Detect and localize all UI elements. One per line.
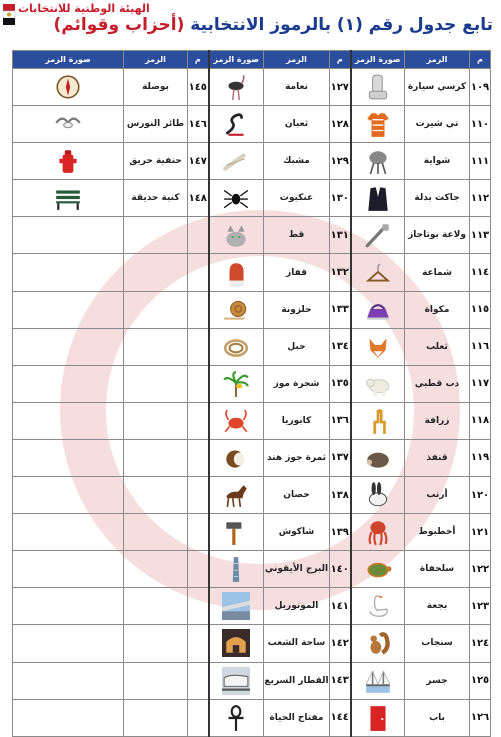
title-main: تابع جدول رقم (١) بالرموز الانتخابية (190, 15, 493, 35)
symbol-image (13, 69, 124, 106)
entry-number: ١٤٦ (188, 106, 209, 143)
table-header-row (13, 51, 491, 69)
empty-cell (188, 254, 209, 291)
empty-cell (13, 551, 124, 588)
entry-number: ١٣١ (330, 217, 351, 254)
rope-icon (214, 333, 258, 361)
symbol-image (351, 365, 405, 402)
squirrel-icon (356, 629, 400, 657)
ankh-icon (214, 704, 258, 732)
empty-cell (188, 365, 209, 402)
empty-cell (13, 217, 124, 254)
rabbit-icon (356, 481, 400, 509)
symbol-name: البرج الأيقوني (264, 551, 330, 588)
empty-cell (188, 662, 209, 699)
empty-cell (13, 402, 124, 439)
empty-cell (124, 254, 188, 291)
entry-number: ١١١ (470, 143, 491, 180)
ostrich-icon (214, 73, 258, 101)
symbol-name: مفتاح الحياة (264, 699, 330, 736)
symbol-image (209, 328, 264, 365)
symbol-name: بجعة (405, 588, 470, 625)
empty-cell (13, 254, 124, 291)
coconut-icon (214, 444, 258, 472)
empty-cell (13, 328, 124, 365)
empty-cell (124, 328, 188, 365)
symbol-name: ثعبان (264, 106, 330, 143)
symbol-name: ثمرة جوز هند (264, 439, 330, 476)
symbol-name: سلحفاة (405, 551, 470, 588)
garden-bench-icon (53, 184, 83, 212)
symbol-image (209, 514, 264, 551)
page-title (0, 15, 493, 35)
symbol-name: بوصلة (124, 69, 188, 106)
glove-icon (214, 259, 258, 287)
empty-cell (13, 439, 124, 476)
entry-number: ١٤٣ (330, 662, 351, 699)
spider-icon (214, 184, 258, 212)
polar-bear-icon (356, 370, 400, 398)
snail-icon (214, 296, 258, 324)
symbol-image (209, 291, 264, 328)
monorail-icon (214, 592, 258, 620)
suit-jacket-icon (356, 184, 400, 212)
commission-name: الهيئة الوطنية للانتخابات (18, 2, 150, 15)
symbol-name: طائر النورس (124, 106, 188, 143)
entry-number: ١٣٩ (330, 514, 351, 551)
entry-number: ١٢٨ (330, 106, 351, 143)
header-num: م (470, 51, 491, 69)
empty-cell (13, 477, 124, 514)
symbol-name: ولاعة بوتاجاز (405, 217, 470, 254)
symbol-image (351, 328, 405, 365)
header-num: م (330, 51, 351, 69)
entry-number: ١١٤ (470, 254, 491, 291)
symbol-name: باب (405, 699, 470, 736)
symbol-name: سنجاب (405, 625, 470, 662)
symbol-name: قنفذ (405, 439, 470, 476)
symbol-image (351, 662, 405, 699)
symbols-table (12, 50, 491, 737)
fox-icon (356, 333, 400, 361)
header-symbol: الرمز (405, 51, 470, 69)
symbol-image (209, 254, 264, 291)
high-speed-train-icon (214, 667, 258, 695)
header-num: م (188, 51, 209, 69)
entry-number: ١٤٤ (330, 699, 351, 736)
entry-number: ١٣٥ (330, 365, 351, 402)
table-row (13, 254, 491, 291)
symbol-image (351, 514, 405, 551)
symbol-name: شاكوش (264, 514, 330, 551)
table-row (13, 365, 491, 402)
iconic-tower-icon (214, 555, 258, 583)
table-row (13, 328, 491, 365)
giraffe-icon (356, 407, 400, 435)
entry-number: ١١٥ (470, 291, 491, 328)
symbol-name: عنكبوت (264, 180, 330, 217)
symbol-image (209, 69, 264, 106)
entry-number: ١٢٧ (330, 69, 351, 106)
table-row (13, 69, 491, 106)
entry-number: ١٣٨ (330, 477, 351, 514)
empty-cell (124, 588, 188, 625)
empty-cell (124, 477, 188, 514)
entry-number: ١١٣ (470, 217, 491, 254)
table-row (13, 662, 491, 699)
header-image: صورة الرمز (13, 51, 124, 69)
entry-number: ١٢٣ (470, 588, 491, 625)
car-seat-icon (356, 73, 400, 101)
empty-cell (13, 699, 124, 736)
symbol-name: تي شيرت (405, 106, 470, 143)
empty-cell (13, 588, 124, 625)
hanger-icon (356, 259, 400, 287)
table-row (13, 439, 491, 476)
symbol-image (209, 662, 264, 699)
entry-number: ١٣٦ (330, 402, 351, 439)
gas-lighter-icon (356, 221, 400, 249)
table-row (13, 551, 491, 588)
snake-icon (214, 110, 258, 138)
entry-number: ١٤٧ (188, 143, 209, 180)
symbol-name: شجرة موز (264, 365, 330, 402)
empty-cell (188, 514, 209, 551)
clothespin-icon (214, 147, 258, 175)
entry-number: ١٠٩ (470, 69, 491, 106)
entry-number: ١١٧ (470, 365, 491, 402)
turtle-icon (356, 555, 400, 583)
symbol-name: حبل (264, 328, 330, 365)
entry-number: ١٢٢ (470, 551, 491, 588)
entry-number: ١٤٨ (188, 180, 209, 217)
symbol-image (209, 439, 264, 476)
symbol-name: ثعلب (405, 328, 470, 365)
empty-cell (13, 514, 124, 551)
symbol-name: مشبك (264, 143, 330, 180)
entry-number: ١٣٢ (330, 254, 351, 291)
crab-icon (214, 407, 258, 435)
symbol-image (209, 106, 264, 143)
symbol-image (351, 291, 405, 328)
symbol-image (209, 143, 264, 180)
empty-cell (124, 625, 188, 662)
empty-cell (124, 514, 188, 551)
symbol-image (351, 625, 405, 662)
entry-number: ١٣٤ (330, 328, 351, 365)
symbol-image (351, 699, 405, 736)
empty-cell (13, 625, 124, 662)
empty-cell (124, 402, 188, 439)
symbol-name: كرسي سيارة (405, 69, 470, 106)
entry-number: ١٤١ (330, 588, 351, 625)
entry-number: ١٢٤ (470, 625, 491, 662)
empty-cell (124, 365, 188, 402)
symbol-image (13, 180, 124, 217)
header-image: صورة الرمز (209, 51, 264, 69)
symbol-image (351, 69, 405, 106)
symbol-name: قفاز (264, 254, 330, 291)
symbol-image (209, 699, 264, 736)
symbol-image (351, 439, 405, 476)
table-row (13, 588, 491, 625)
empty-cell (124, 662, 188, 699)
symbol-image (209, 625, 264, 662)
symbol-name: جسر (405, 662, 470, 699)
empty-cell (13, 662, 124, 699)
empty-cell (188, 699, 209, 736)
symbol-image (209, 217, 264, 254)
symbol-image (351, 551, 405, 588)
entry-number: ١٤٠ (330, 551, 351, 588)
entry-number: ١١٠ (470, 106, 491, 143)
compass-icon (53, 73, 83, 101)
empty-cell (188, 328, 209, 365)
table-row (13, 106, 491, 143)
symbol-name: جاكت بدلة (405, 180, 470, 217)
cat-icon (214, 221, 258, 249)
symbol-image (209, 477, 264, 514)
table-row (13, 699, 491, 736)
symbol-name: شواية (405, 143, 470, 180)
symbol-image (351, 477, 405, 514)
symbol-name: مكواة (405, 291, 470, 328)
header-image: صورة الرمز (351, 51, 405, 69)
peoples-square-icon (214, 629, 258, 657)
empty-cell (124, 551, 188, 588)
entry-number: ١٢٥ (470, 662, 491, 699)
table-row (13, 143, 491, 180)
symbol-image (351, 217, 405, 254)
symbol-name: شماعة (405, 254, 470, 291)
symbol-name: زرافة (405, 402, 470, 439)
symbol-name: كنبة حديقة (124, 180, 188, 217)
entry-number: ١١٢ (470, 180, 491, 217)
entry-number: ١٣٧ (330, 439, 351, 476)
table-row (13, 291, 491, 328)
door-icon (356, 704, 400, 732)
table-row (13, 625, 491, 662)
symbol-name: أرنب (405, 477, 470, 514)
symbol-image (351, 588, 405, 625)
hammer-icon (214, 518, 258, 546)
symbol-name: دب قطبي (405, 365, 470, 402)
symbol-name: قط (264, 217, 330, 254)
header-symbol: الرمز (264, 51, 330, 69)
horse-icon (214, 481, 258, 509)
empty-cell (188, 217, 209, 254)
symbol-name: أخطبوط (405, 514, 470, 551)
symbol-image (209, 180, 264, 217)
entry-number: ١٣٣ (330, 291, 351, 328)
entry-number: ١١٨ (470, 402, 491, 439)
symbol-image (13, 143, 124, 180)
iron-icon (356, 296, 400, 324)
symbol-image (351, 402, 405, 439)
symbol-name: القطار السريع (264, 662, 330, 699)
symbol-image (351, 106, 405, 143)
title-sub: (أحزاب وقوائم) (53, 15, 185, 35)
header-symbol: الرمز (124, 51, 188, 69)
empty-cell (13, 365, 124, 402)
entry-number: ١٤٢ (330, 625, 351, 662)
empty-cell (188, 291, 209, 328)
octopus-icon (356, 518, 400, 546)
entry-number: ١٣٠ (330, 180, 351, 217)
symbol-name: حلزونة (264, 291, 330, 328)
empty-cell (124, 699, 188, 736)
entry-number: ١٤٥ (188, 69, 209, 106)
symbol-name: ساحة الشعب (264, 625, 330, 662)
entry-number: ١١٦ (470, 328, 491, 365)
empty-cell (188, 477, 209, 514)
table-row (13, 477, 491, 514)
hedgehog-icon (356, 444, 400, 472)
empty-cell (188, 439, 209, 476)
empty-cell (124, 217, 188, 254)
symbol-name: المونوريل (264, 588, 330, 625)
entry-number: ١٢٩ (330, 143, 351, 180)
entry-number: ١٢٠ (470, 477, 491, 514)
seagull-icon (53, 110, 83, 138)
empty-cell (188, 625, 209, 662)
symbol-image (209, 402, 264, 439)
grill-icon (356, 147, 400, 175)
entry-number: ١٢٦ (470, 699, 491, 736)
empty-cell (188, 402, 209, 439)
banana-tree-icon (214, 370, 258, 398)
swan-icon (356, 592, 400, 620)
symbol-name: حنفية حريق (124, 143, 188, 180)
symbol-name: حصان (264, 477, 330, 514)
table-row (13, 180, 491, 217)
symbol-name: كابوريا (264, 402, 330, 439)
fire-hydrant-icon (53, 147, 83, 175)
empty-cell (13, 291, 124, 328)
empty-cell (124, 291, 188, 328)
t-shirt-icon (356, 110, 400, 138)
table-row (13, 514, 491, 551)
symbol-image (209, 588, 264, 625)
symbol-image (351, 180, 405, 217)
entry-number: ١٢١ (470, 514, 491, 551)
symbol-image (351, 254, 405, 291)
symbol-image (209, 551, 264, 588)
bridge-icon (356, 667, 400, 695)
table-row (13, 402, 491, 439)
empty-cell (188, 551, 209, 588)
symbol-name: نعامة (264, 69, 330, 106)
table-row (13, 217, 491, 254)
entry-number: ١١٩ (470, 439, 491, 476)
empty-cell (188, 588, 209, 625)
symbol-image (13, 106, 124, 143)
empty-cell (124, 439, 188, 476)
symbol-image (351, 143, 405, 180)
page-header (0, 0, 501, 46)
symbol-image (209, 365, 264, 402)
